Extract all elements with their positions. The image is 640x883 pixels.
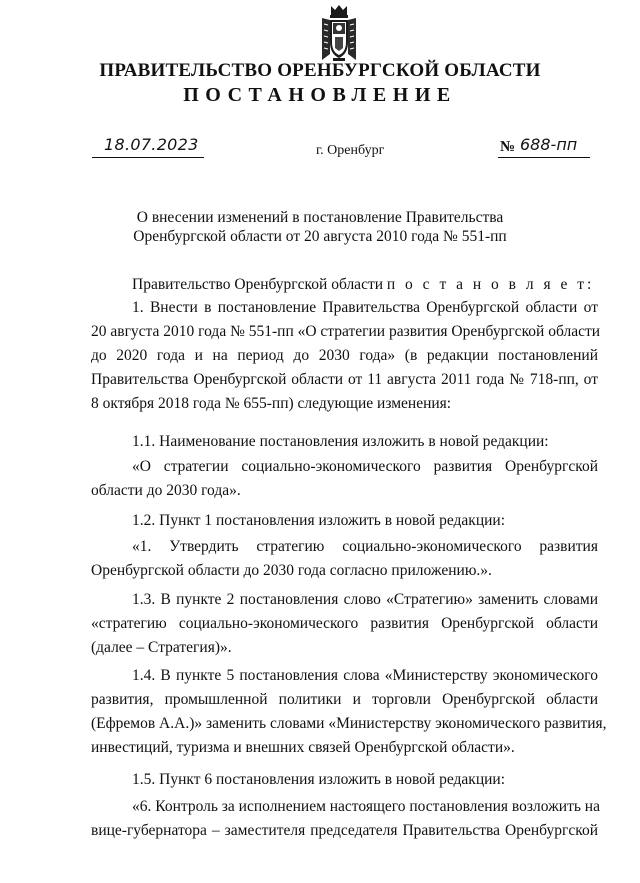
paragraph-line: до 2020 года и на период до 2030 года» (в редакции постановлений [91,347,598,364]
paragraph-line: вице-губернатора – заместителя председателя Правительства Оренбургской [91,822,598,839]
paragraph-line: «стратегию социально-экономического развития Оренбургской области [91,615,598,632]
document-subject [0,208,640,246]
paragraph-1-1 [91,432,598,451]
city-label: г. Оренбург [316,143,385,158]
paragraph-line: (далее – Стратегия)». [91,639,232,656]
paragraph-1-1-quote [91,457,598,500]
preamble [91,275,598,294]
paragraph-line: 1.4. В пункте 5 постановления слова «Министерству экономического [132,667,598,684]
paragraph-line: «6. Контроль за исполнением настоящего постановления возложить на [132,798,600,815]
paragraph-line: 1. Внести в постановление Правительства Оренбургской области от [132,299,598,316]
paragraph-line: 1.1. Наименование постановления изложить в новой редакции: [132,433,549,450]
paragraph-line: 1.2. Пункт 1 постановления изложить в новой редакции: [132,512,506,529]
handwritten-number: 688-пп [520,135,578,154]
paragraph-1 [91,298,601,413]
paragraph-line: «О стратегии социально-экономического развития Оренбургской [132,458,598,475]
paragraph-1-3 [91,590,598,657]
paragraph-1-2-quote [91,537,598,580]
paragraph-1-4 [91,666,607,757]
subject-line: О внесении изменений в постановление Правительства [136,209,504,226]
preamble-subject: Правительство Оренбургской области [132,276,384,293]
document-number-field [498,135,590,158]
document-type-title: ПОСТАНОВЛЕНИЕ [183,84,457,106]
paragraph-line: инвестиций, туризма и внешних связей Оренбургской области». [91,739,515,756]
paragraph-1-5-quote [91,797,598,840]
number-sign: № [500,139,516,155]
paragraph-line: развития, промышленной политики и торговли Оренбургской области [91,691,598,708]
paragraph-line: «1. Утвердить стратегию социально-экономического развития [132,538,598,555]
date-field [92,135,204,158]
paragraph-line: 1.3. В пункте 2 постановления слово «Стратегию» заменить словами [132,591,598,608]
government-title: ПРАВИТЕЛЬСТВО ОРЕНБУРГСКОЙ ОБЛАСТИ [99,60,541,81]
paragraph-1-5 [91,770,598,789]
paragraph-line: 1.5. Пункт 6 постановления изложить в новой редакции: [132,771,506,788]
paragraph-line: Правительства Оренбургской области от 11 августа 2011 года № 718-пп, от [91,371,598,388]
handwritten-date: 18.07.2023 [104,135,199,154]
paragraph-line: Оренбургской области до 2030 года согласно приложению.». [91,562,492,579]
paragraph-line: 8 октября 2018 года № 655-пп) следующие изменения: [91,395,452,412]
paragraph-line: 20 августа 2010 года № 551-пп «О стратегии развития Оренбургской области [91,323,601,340]
paragraph-line: (Ефремов А.А.)» заменить словами «Министерству экономического развития, [91,715,607,732]
subject-line: Оренбургской области от 20 августа 2010 года № 551-пп [133,228,507,245]
paragraph-1-2 [91,511,598,530]
coat-of-arms-icon [316,4,362,62]
paragraph-line: области до 2030 года». [91,482,241,499]
preamble-line [91,275,598,294]
preamble-verb: п о с т а н о в л я е т: [386,276,595,293]
